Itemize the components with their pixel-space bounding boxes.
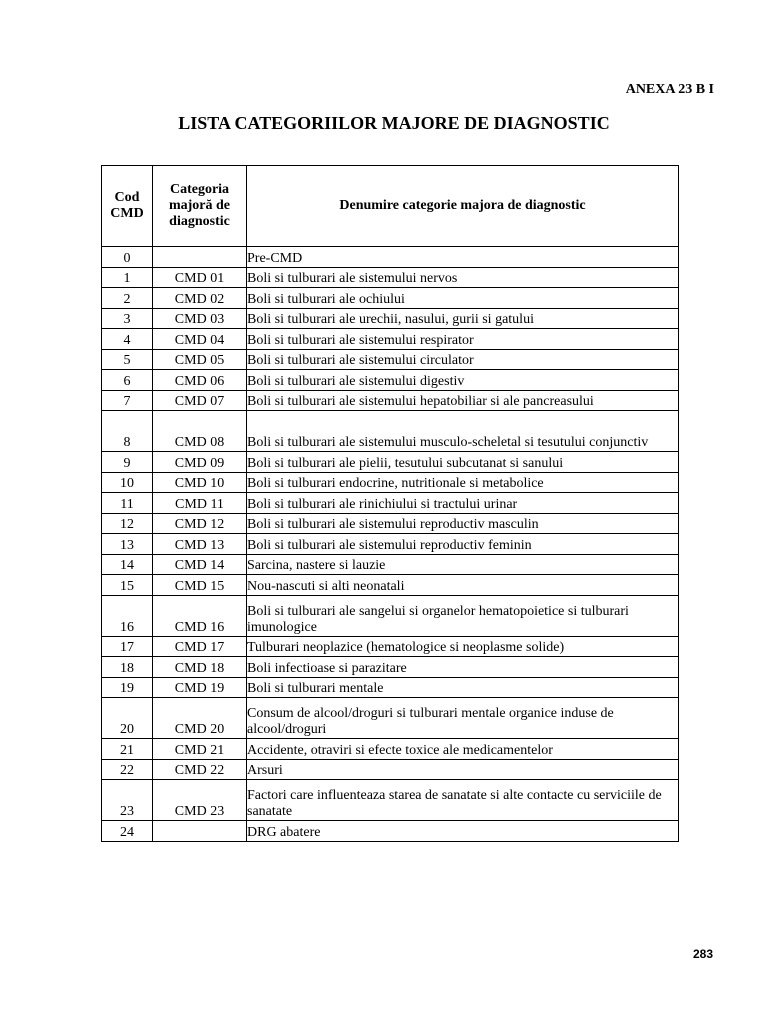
cell-categorie: CMD 23 [153, 780, 247, 821]
table-row [102, 657, 679, 678]
table-row [102, 390, 679, 411]
cell-denumire: Boli si tulburari ale pielii, tesutului subcutanat si sanului [247, 452, 679, 473]
table-row [102, 452, 679, 473]
table-row [102, 349, 679, 370]
cell-denumire: Boli si tulburari ale sistemului reproductiv masculin [247, 513, 679, 534]
cell-categorie: CMD 10 [153, 472, 247, 493]
cell-cod: 5 [102, 349, 153, 370]
cell-denumire: Boli si tulburari ale sistemului nervos [247, 267, 679, 288]
cell-denumire: Boli si tulburari endocrine, nutritionale si metabolice [247, 472, 679, 493]
cell-categorie: CMD 18 [153, 657, 247, 678]
cell-denumire: Factori care influenteaza starea de sanatate si alte contacte cu serviciile de sanatate [247, 780, 679, 821]
cell-categorie: CMD 01 [153, 267, 247, 288]
cell-cod: 11 [102, 493, 153, 514]
cell-cod: 20 [102, 698, 153, 739]
table-row [102, 267, 679, 288]
annex-label: ANEXA 23 B I [625, 82, 714, 97]
cell-denumire: Boli si tulburari ale ochiului [247, 288, 679, 309]
cell-denumire: Sarcina, nastere si lauzie [247, 554, 679, 575]
cell-cod: 4 [102, 329, 153, 350]
table-header-row [102, 166, 679, 247]
cell-cod: 16 [102, 595, 153, 636]
table-row [102, 308, 679, 329]
page-title: LISTA CATEGORIILOR MAJORE DE DIAGNOSTIC [178, 113, 610, 133]
cell-categorie: CMD 03 [153, 308, 247, 329]
cell-categorie: CMD 08 [153, 411, 247, 452]
cell-denumire: Accidente, otraviri si efecte toxice ale medicamentelor [247, 739, 679, 760]
table-row [102, 288, 679, 309]
table-row [102, 780, 679, 821]
cell-denumire: Boli si tulburari ale rinichiului si tractului urinar [247, 493, 679, 514]
cmd-table [101, 165, 679, 842]
cell-categorie: CMD 07 [153, 390, 247, 411]
header-denumire: Denumire categorie majora de diagnostic [247, 166, 679, 247]
cell-categorie [153, 247, 247, 268]
cell-categorie: CMD 17 [153, 636, 247, 657]
header-cod-cmd: Cod CMD [102, 166, 153, 247]
cell-categorie: CMD 16 [153, 595, 247, 636]
cell-cod: 23 [102, 780, 153, 821]
cell-categorie: CMD 04 [153, 329, 247, 350]
table-row [102, 677, 679, 698]
cell-cod: 17 [102, 636, 153, 657]
cell-categorie: CMD 13 [153, 534, 247, 555]
cell-denumire: Pre-CMD [247, 247, 679, 268]
cell-denumire: Arsuri [247, 759, 679, 780]
cell-denumire: Nou-nascuti si alti neonatali [247, 575, 679, 596]
cell-denumire: DRG abatere [247, 821, 679, 842]
table-row [102, 472, 679, 493]
table-row [102, 493, 679, 514]
cell-denumire: Boli si tulburari ale sistemului digestiv [247, 370, 679, 391]
cell-categorie [153, 821, 247, 842]
table-row [102, 370, 679, 391]
cell-categorie: CMD 22 [153, 759, 247, 780]
cell-cod: 6 [102, 370, 153, 391]
table-row [102, 739, 679, 760]
cell-cod: 24 [102, 821, 153, 842]
cell-cod: 9 [102, 452, 153, 473]
cell-cod: 2 [102, 288, 153, 309]
cell-denumire: Boli si tulburari ale sistemului respirator [247, 329, 679, 350]
cell-denumire: Boli si tulburari ale urechii, nasului, gurii si gatului [247, 308, 679, 329]
cell-cod: 15 [102, 575, 153, 596]
cell-cod: 18 [102, 657, 153, 678]
cell-categorie: CMD 21 [153, 739, 247, 760]
table-row [102, 636, 679, 657]
cell-categorie: CMD 05 [153, 349, 247, 370]
table-row [102, 554, 679, 575]
cell-cod: 14 [102, 554, 153, 575]
cell-categorie: CMD 15 [153, 575, 247, 596]
cell-categorie: CMD 19 [153, 677, 247, 698]
table-row [102, 411, 679, 452]
cell-denumire: Boli si tulburari mentale [247, 677, 679, 698]
cell-denumire: Boli infectioase si parazitare [247, 657, 679, 678]
cell-categorie: CMD 11 [153, 493, 247, 514]
table-row [102, 247, 679, 268]
cell-cod: 0 [102, 247, 153, 268]
cell-cod: 22 [102, 759, 153, 780]
cell-categorie: CMD 02 [153, 288, 247, 309]
cell-cod: 3 [102, 308, 153, 329]
table-row [102, 698, 679, 739]
table-row [102, 534, 679, 555]
table-row [102, 595, 679, 636]
cell-denumire: Boli si tulburari ale sistemului circulator [247, 349, 679, 370]
table-row [102, 821, 679, 842]
cell-cod: 7 [102, 390, 153, 411]
cell-cod: 12 [102, 513, 153, 534]
cell-cod: 10 [102, 472, 153, 493]
cell-denumire: Boli si tulburari ale sistemului reproductiv feminin [247, 534, 679, 555]
page-number: 283 [692, 947, 713, 961]
cell-categorie: CMD 12 [153, 513, 247, 534]
cell-denumire: Tulburari neoplazice (hematologice si neoplasme solide) [247, 636, 679, 657]
table-row [102, 575, 679, 596]
table-row [102, 329, 679, 350]
cell-cod: 19 [102, 677, 153, 698]
cell-categorie: CMD 14 [153, 554, 247, 575]
cell-categorie: CMD 06 [153, 370, 247, 391]
cell-denumire: Boli si tulburari ale sistemului musculo-scheletal si tesutului conjunctiv [247, 411, 679, 452]
cell-cod: 13 [102, 534, 153, 555]
header-categoria: Categoria majoră de diagnostic [153, 166, 247, 247]
cell-denumire: Boli si tulburari ale sangelui si organelor hematopoietice si tulburari imunologice [247, 595, 679, 636]
cell-denumire: Boli si tulburari ale sistemului hepatobiliar si ale pancreasului [247, 390, 679, 411]
table-row [102, 513, 679, 534]
cell-cod: 8 [102, 411, 153, 452]
cell-categorie: CMD 09 [153, 452, 247, 473]
cell-denumire: Consum de alcool/droguri si tulburari mentale organice induse de alcool/droguri [247, 698, 679, 739]
table-row [102, 759, 679, 780]
cell-cod: 1 [102, 267, 153, 288]
cell-categorie: CMD 20 [153, 698, 247, 739]
cell-cod: 21 [102, 739, 153, 760]
